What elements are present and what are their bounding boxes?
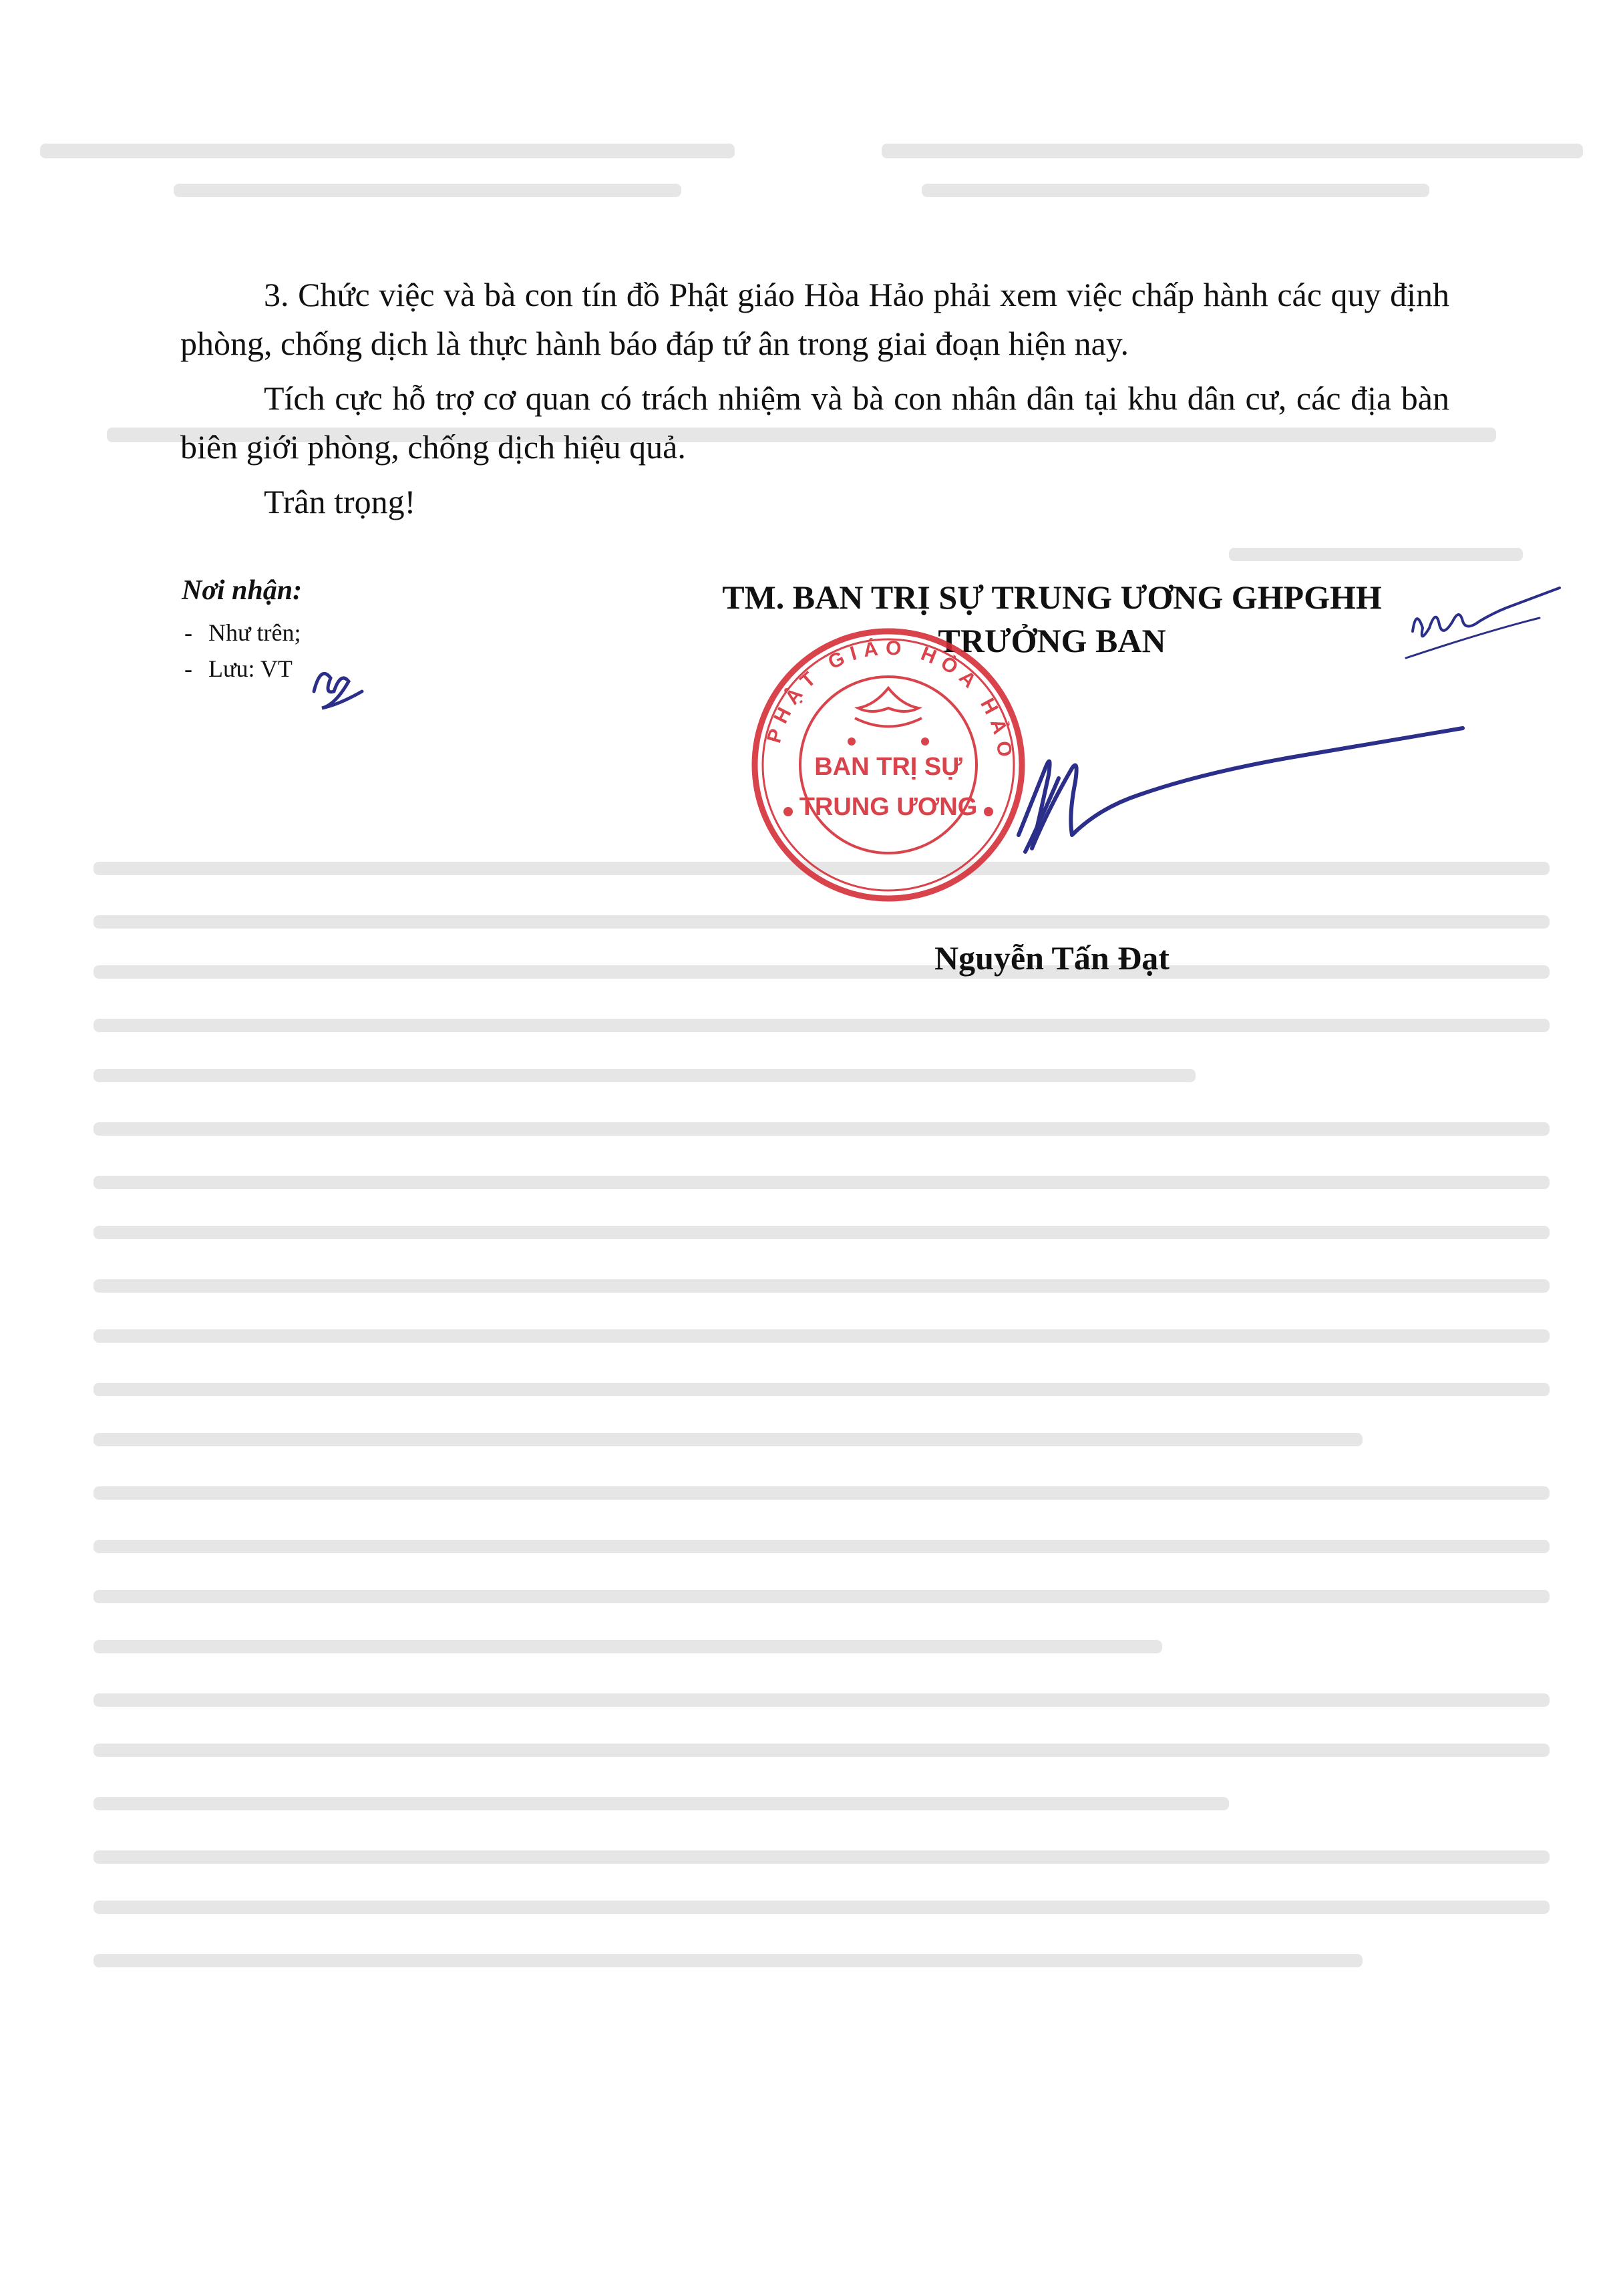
signatory-organization: TM. BAN TRỊ SỰ TRUNG ƯƠNG GHPGHH: [722, 579, 1382, 616]
paragraph-3: 3. Chức việc và bà con tín đồ Phật giáo Hòa Hảo phải xem việc chấp hành các quy định phòng, chống dịch là thực hành báo đáp tứ ân trong giai đoạn hiện nay.: [180, 276, 1449, 362]
signatory-name: Nguyễn Tấn Đạt: [934, 939, 1170, 977]
paragraph-support: Tích cực hỗ trợ cơ quan có trách nhiệm và bà con nhân dân tại khu dân cư, các địa bàn biên giới phòng, chống dịch hiệu quả.: [180, 379, 1449, 466]
seal-ring-text: PHẬT GIÁO HÒA HẢO: [763, 637, 1017, 765]
recipients-title: Nơi nhận:: [182, 575, 303, 606]
closing-greeting: Trân trọng!: [264, 483, 416, 520]
list-dash: -: [184, 619, 192, 646]
seal-center-line1: BAN TRỊ SỰ: [814, 753, 962, 781]
recipient-label: Như trên;: [208, 619, 301, 646]
list-dash: -: [184, 655, 192, 682]
recipient-label: Lưu: VT: [208, 655, 293, 682]
seal-center-line2: TRUNG ƯƠNG: [799, 793, 978, 821]
signatory-role: TRƯỞNG BAN: [938, 622, 1166, 659]
